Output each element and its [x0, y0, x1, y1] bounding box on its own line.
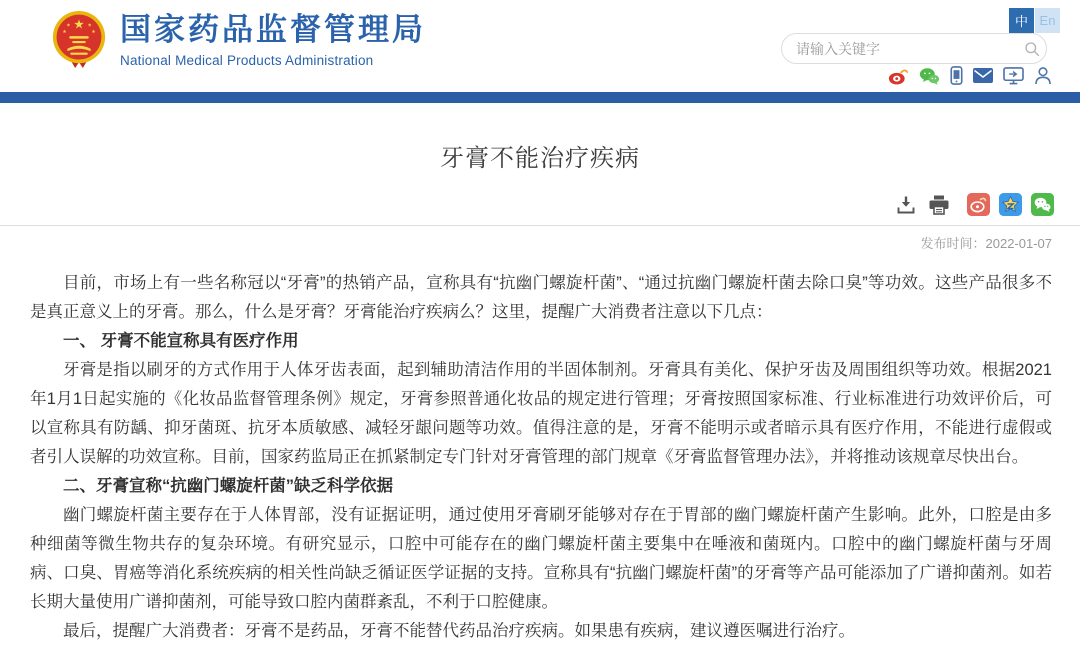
article-body [0, 252, 1080, 646]
site-logo-link[interactable] [50, 10, 426, 70]
site-name-cn: 国家药品监督管理局 [120, 12, 426, 47]
article-paragraph: 牙膏是指以刷牙的方式作用于人体牙齿表面，起到辅助清洁作用的半固体制剂。牙膏具有美化、保护牙齿及周围组织等功效。根据2021年1月1日起实施的《化妆品监督管理条例》规定，牙膏参照普通化妆品的规定进行管理；牙膏按照国家标准、行业标准进行功效评价后，可以宣称具有防龋、抑牙菌斑、抗牙本质敏感、减轻牙龈问题等功效。值得注意的是，牙膏不能明示或者暗示具有医疗作用，不能进行虚假或者引人误解的功效宣称。目前，国家药监局正在抓紧制定专门针对牙膏管理的部门规章《牙膏监督管理办法》，并将推动该规章尽快出台。 [30, 361, 1052, 466]
publish-time-label: 发布时间： [920, 236, 986, 251]
display-icon[interactable] [1003, 66, 1024, 85]
site-name-en: National Medical Products Administration [120, 53, 374, 68]
title-divider [0, 225, 1080, 226]
article-section-heading-2: 二、牙膏宣称“抗幽门螺旋杆菌”缺乏科学依据 [63, 477, 393, 495]
article-section-heading-1: 一、 牙膏不能宣称具有医疗作用 [63, 332, 299, 350]
search-icon[interactable] [1018, 35, 1046, 63]
publish-time [0, 233, 1080, 252]
social-links [888, 66, 1052, 85]
share-qzone-icon[interactable] [999, 193, 1022, 216]
wechat-icon[interactable] [919, 67, 940, 85]
publish-time-value: 2022-01-07 [985, 236, 1052, 251]
svg-text:★: ★ [66, 23, 71, 29]
share-weibo-icon[interactable] [967, 193, 990, 216]
weibo-icon[interactable] [888, 67, 909, 85]
search-input[interactable] [782, 41, 1018, 57]
print-icon[interactable] [928, 195, 950, 215]
site-header [0, 0, 1080, 92]
lang-chinese-button[interactable]: 中 [1009, 8, 1034, 33]
download-icon[interactable] [896, 195, 916, 215]
article [0, 138, 1080, 646]
svg-text:★: ★ [87, 23, 92, 29]
search-box [781, 33, 1047, 64]
article-paragraph: 目前，市场上有一些名称冠以“牙膏”的热销产品，宣称具有“抗幽门螺旋杆菌”、“通过抗幽门螺旋杆菌去除口臭”等功效。这些产品很多不是真正意义上的牙膏。那么，什么是牙膏？牙膏能治疗疾病么？这里，提醒广大消费者注意以下几点： [30, 274, 1052, 321]
lang-english-button[interactable]: En [1035, 8, 1060, 33]
user-icon[interactable] [1034, 66, 1052, 85]
svg-text:★: ★ [91, 30, 96, 36]
article-toolbar [0, 193, 1080, 216]
language-toggle [1009, 8, 1060, 33]
share-wechat-icon[interactable] [1031, 193, 1054, 216]
article-paragraph: 幽门螺旋杆菌主要存在于人体胃部，没有证据证明，通过使用牙膏刷牙能够对存在于胃部的幽门螺旋杆菌产生影响。此外，口腔是由多种细菌等微生物共存的复杂环境。有研究显示，口腔中可能存在的幽门螺旋杆菌主要集中在唾液和菌斑内。口腔中的幽门螺旋杆菌与牙周病、口臭、胃癌等消化系统疾病的相关性尚缺乏循证医学证据的支持。宣称具有“抗幽门螺旋杆菌”的牙膏等产品可能添加了广谱抑菌剂。如若长期大量使用广谱抑菌剂，可能导致口腔内菌群紊乱，不利于口腔健康。 [30, 506, 1052, 611]
mobile-icon[interactable] [950, 66, 963, 85]
national-emblem-icon [50, 10, 108, 70]
svg-text:★: ★ [73, 17, 85, 32]
mail-icon[interactable] [973, 68, 993, 83]
page-title: 牙膏不能治疗疾病 [440, 145, 640, 172]
article-paragraph: 最后，提醒广大消费者：牙膏不是药品，牙膏不能替代药品治疗疾病。如果患有疾病，建议遵医嘱进行治疗。 [63, 622, 855, 640]
site-name-group [120, 12, 426, 68]
svg-text:★: ★ [62, 30, 67, 36]
header-divider-bar [0, 92, 1080, 103]
